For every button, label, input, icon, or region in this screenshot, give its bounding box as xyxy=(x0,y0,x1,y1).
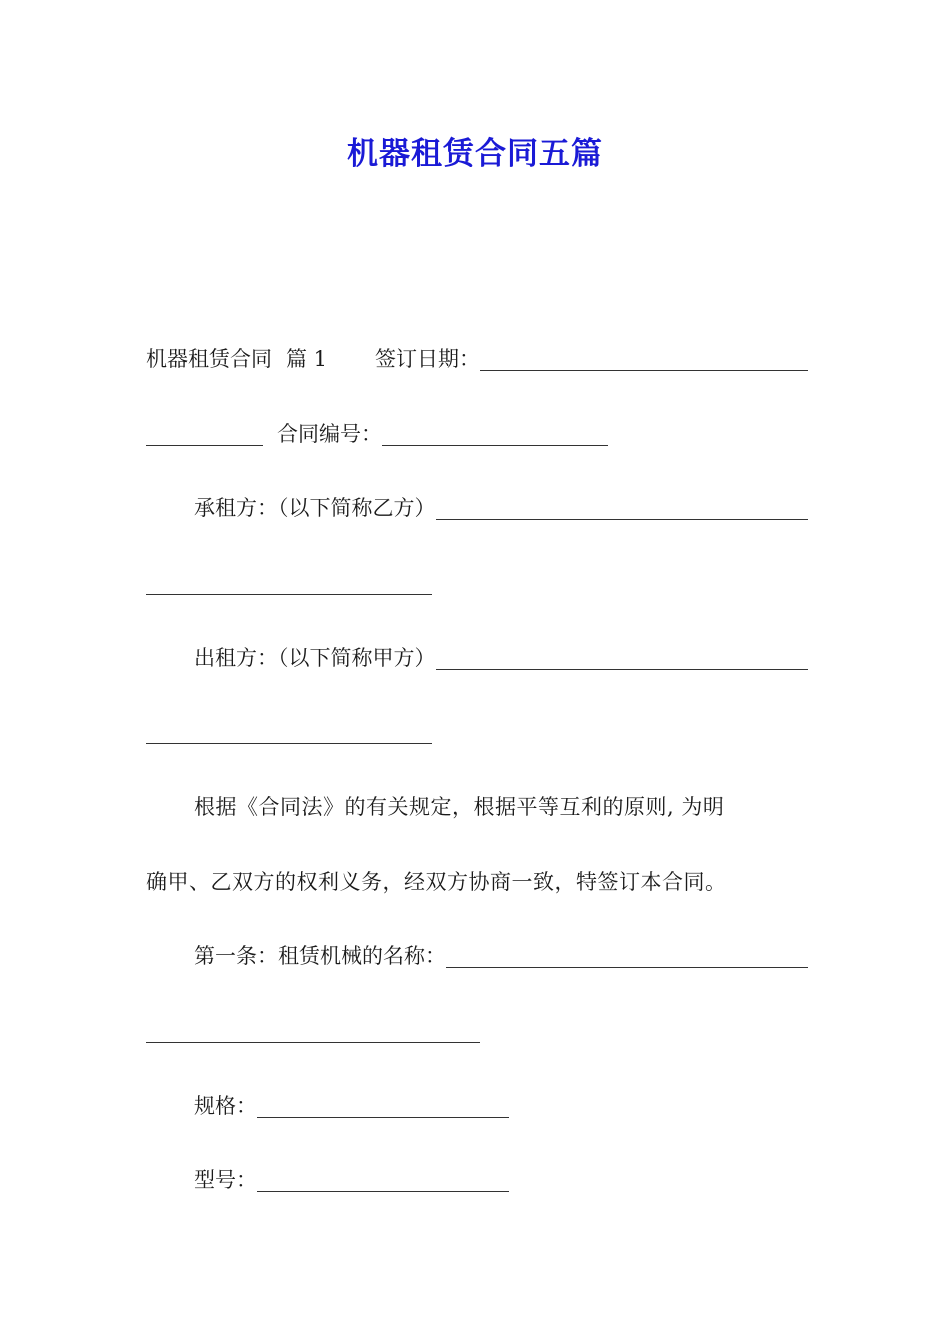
machine-name-blank[interactable] xyxy=(446,941,808,968)
lessor-blank[interactable] xyxy=(436,643,809,670)
model-line xyxy=(146,1162,808,1198)
lessor-label: 出租方：（以下简称甲方） xyxy=(194,646,436,670)
contract-no-line xyxy=(146,416,808,452)
model-label: 型号： xyxy=(194,1168,257,1192)
lessee-label: 承租方：（以下简称乙方） xyxy=(194,496,436,520)
preamble-line-1: 根据《合同法》的有关规定，根据平等互利的原则, 为明 xyxy=(194,795,725,819)
lessor-blank-cont[interactable] xyxy=(146,717,432,744)
contract-no-blank[interactable] xyxy=(382,419,608,446)
sign-date-label: 签订日期： xyxy=(375,347,481,371)
machine-name-blank-cont[interactable] xyxy=(146,1016,480,1043)
model-blank[interactable] xyxy=(257,1165,509,1192)
lessee-blank[interactable] xyxy=(436,493,809,520)
spec-label: 规格： xyxy=(194,1094,257,1118)
contract-no-label: 合同编号： xyxy=(277,422,382,446)
heading-line xyxy=(146,341,808,377)
lessee-line-cont xyxy=(146,565,808,601)
spec-blank[interactable] xyxy=(257,1091,509,1118)
document-title: 机器租赁合同五篇 xyxy=(347,136,603,172)
lessee-line xyxy=(146,490,808,526)
preamble-line-2: 确甲、乙双方的权利义务，经双方协商一致，特签订本合同。 xyxy=(146,870,727,894)
sign-date-blank[interactable] xyxy=(480,344,808,371)
section-heading: 机器租赁合同 xyxy=(146,347,272,371)
lessee-blank-cont[interactable] xyxy=(146,568,432,595)
article-1-line xyxy=(146,938,808,974)
article-1-label: 第一条：租赁机械的名称： xyxy=(194,944,446,968)
sign-date-blank-cont[interactable] xyxy=(146,419,263,446)
lessor-line-cont xyxy=(146,714,808,750)
spec-line xyxy=(146,1088,808,1124)
lessor-line xyxy=(146,640,808,676)
article-1-line-cont xyxy=(146,1013,808,1049)
section-number: 篇 1 xyxy=(286,347,328,371)
